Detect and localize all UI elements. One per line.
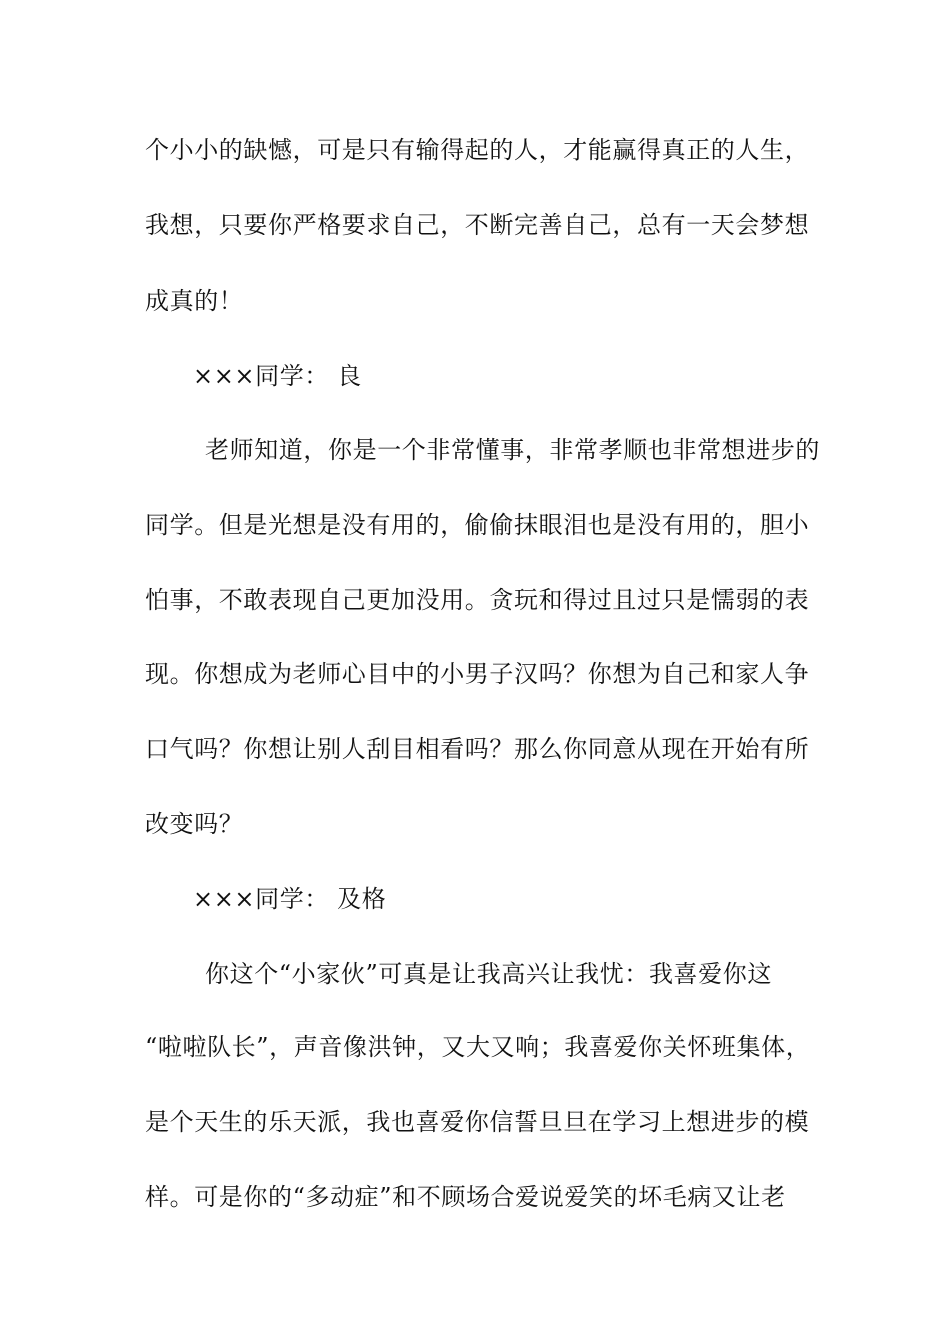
- paragraph-line: “啦啦队长”，声音像洪钟，又大又响；我喜爱你关怀班集体，: [145, 1033, 811, 1061]
- student-heading: ×××同学： 良: [193, 362, 362, 390]
- paragraph-line: 你这个“小家伙”可真是让我高兴让我忧：我喜爱你这: [205, 960, 772, 988]
- paragraph-line: 同学。但是光想是没有用的，偷偷抹眼泪也是没有用的，胆小: [145, 511, 810, 539]
- paragraph-line: 我想，只要你严格要求自己，不断完善自己，总有一天会梦想: [145, 211, 810, 239]
- paragraph-line: 样。可是你的“多动症”和不顾场合爱说爱笑的坏毛病又让老: [145, 1183, 786, 1211]
- paragraph-line: 成真的！: [145, 287, 244, 315]
- paragraph-line: 怕事，不敢表现自己更加没用。贪玩和得过且过只是懦弱的表: [145, 586, 810, 614]
- paragraph-line: 个小小的缺憾，可是只有输得起的人，才能赢得真正的人生，: [145, 136, 810, 164]
- paragraph-line: 改变吗？: [145, 810, 244, 838]
- paragraph-line: 老师知道，你是一个非常懂事，非常孝顺也非常想进步的: [205, 436, 820, 464]
- student-heading: ×××同学： 及格: [193, 885, 387, 913]
- paragraph-line: 是个天生的乐天派，我也喜爱你信誓旦旦在学习上想进步的模: [145, 1108, 810, 1136]
- paragraph-line: 口气吗？你想让别人刮目相看吗？那么你同意从现在开始有所: [145, 735, 810, 763]
- paragraph-line: 现。你想成为老师心目中的小男子汉吗？你想为自己和家人争: [145, 660, 810, 688]
